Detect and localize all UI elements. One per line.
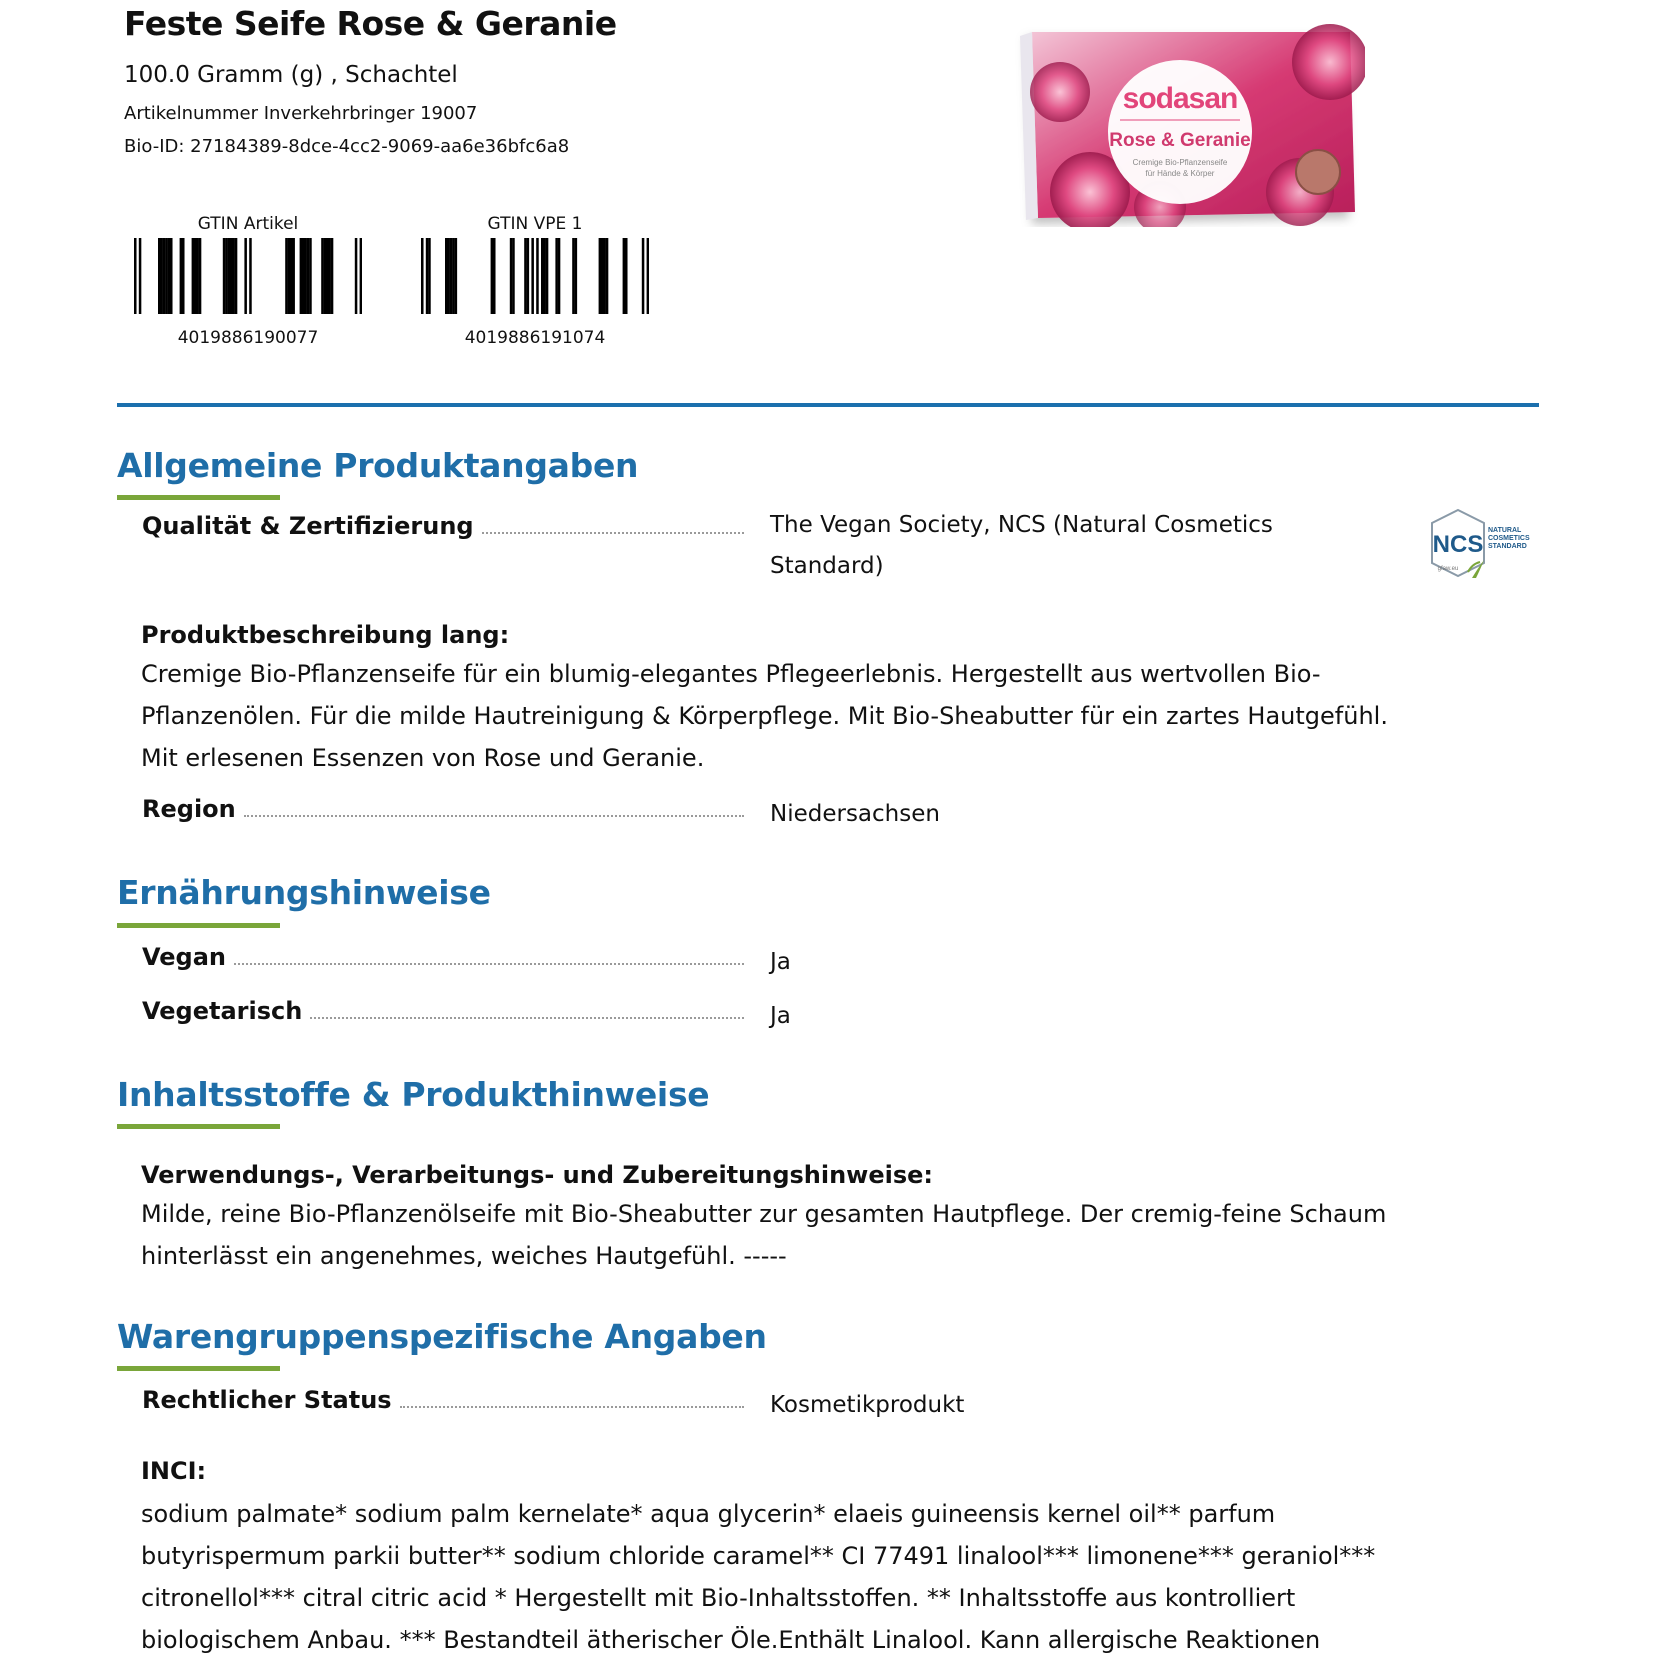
barcode-bar xyxy=(606,238,609,314)
barcode-bar xyxy=(541,238,544,314)
dot-leader xyxy=(244,815,744,817)
product-image-line1: Cremige Bio-Pflanzenseife xyxy=(1132,158,1228,167)
row-value-quality-line1: The Vegan Society, NCS (Natural Cosmetics xyxy=(770,512,1273,538)
description-text: Cremige Bio-Pflanzenseife für ein blumig-elegantes Pflegeerlebnis. Hergestellt aus wertvollen Bio-Pflanzenölen. Für die milde Hautreinigung & Körperpflege. Mit Bio-Sheabutter für ein zartes Hautgefühl. Mit erlesenen Essenzen von Rose und Geranie. xyxy=(141,660,1388,772)
barcode-bar xyxy=(292,238,295,314)
barcode-bar xyxy=(623,238,626,314)
barcode-bar xyxy=(230,238,233,314)
ncs-line1: NATURAL xyxy=(1488,527,1522,534)
section-title-ingredients: Inhaltsstoffe & Produkthinweise xyxy=(117,1075,710,1114)
barcode-bar xyxy=(228,238,231,314)
usage-label: Verwendungs-, Verarbeitungs- und Zubereitungshinweise: xyxy=(141,1161,934,1189)
barcode-bar xyxy=(647,238,649,314)
barcode-bar xyxy=(304,238,307,314)
section-title-nutrition: Ernährungshinweise xyxy=(117,873,491,912)
barcode-bar xyxy=(192,238,195,314)
barcode-bar xyxy=(223,238,226,314)
bio-id: Bio-ID: 27184389-8dce-4cc2-9069-aa6e36bfc6a8 xyxy=(124,136,570,157)
barcode-bar xyxy=(555,238,558,314)
barcode-bar xyxy=(355,238,358,314)
barcode-bar xyxy=(290,238,293,314)
barcode-bar xyxy=(288,238,291,314)
barcode-bar xyxy=(139,238,142,314)
description-label: Produktbeschreibung lang: xyxy=(141,621,510,649)
inci-text: sodium palmate* sodium palm kernelate* aqua glycerin* elaeis guineensis kernel oil** parfum butyrispermum parkii butter** sodium chloride caramel** CI 77491 linalool*** limonene*** geraniol*** citronellol*** citral citric acid * Hergestellt mit Bio-Inhaltsstoffen. ** Inhaltsstoffe aus kontrolliert biologischem Anbau. *** Bestandteil ätherischer Öle.Enthält Linalool. Kann allergische Reaktionen xyxy=(141,1500,1376,1654)
barcode-bar xyxy=(326,238,329,314)
row-label-vegetarian: Vegetarisch xyxy=(142,997,303,1025)
barcode-bar xyxy=(491,238,494,314)
barcode-bar xyxy=(163,238,166,314)
barcode-bars xyxy=(421,238,649,314)
barcode-bar xyxy=(536,238,539,314)
dot-leader xyxy=(482,532,744,534)
row-quality xyxy=(142,512,744,540)
barcode-bar xyxy=(445,238,448,314)
barcode-bar xyxy=(447,238,450,314)
barcode-bar xyxy=(165,238,168,314)
section-title-general: Allgemeine Produktangaben xyxy=(117,446,639,485)
barcode-label: GTIN Artikel xyxy=(197,214,299,234)
barcode-bar xyxy=(170,238,173,314)
section-underline xyxy=(117,1366,280,1371)
product-title: Feste Seife Rose & Geranie xyxy=(124,4,617,43)
section-underline xyxy=(117,1124,280,1129)
row-label-vegan: Vegan xyxy=(142,943,226,971)
barcode-bar xyxy=(232,238,235,314)
barcode-bar xyxy=(455,238,458,314)
barcode-bar xyxy=(546,238,549,314)
row-vegetarian xyxy=(142,997,744,1025)
barcode-gtin-vpe xyxy=(415,214,655,348)
brand-logo: sodasan xyxy=(1122,82,1238,115)
row-value-quality-line2: Standard) xyxy=(770,553,884,579)
barcode-bar xyxy=(321,238,324,314)
barcode-bar xyxy=(421,238,424,314)
product-image-line2: für Hände & Körper xyxy=(1145,169,1215,178)
barcode-bar xyxy=(642,238,645,314)
barcode-bar xyxy=(160,238,163,314)
article-number: Artikelnummer Inverkehrbringer 19007 xyxy=(124,103,478,124)
row-value-vegan: Ja xyxy=(770,949,791,975)
inci-label: INCI: xyxy=(141,1457,207,1485)
ncs-line3: STANDARD xyxy=(1488,543,1527,550)
barcode-bar xyxy=(328,238,331,314)
barcode-bars xyxy=(134,238,362,314)
row-legal-status xyxy=(142,1386,744,1414)
dot-leader xyxy=(310,1017,744,1019)
ncs-abbr: NCS xyxy=(1432,531,1484,558)
barcode-bar xyxy=(527,238,530,314)
barcode-bar xyxy=(601,238,604,314)
barcode-bar xyxy=(512,238,515,314)
barcode-gtin-article xyxy=(128,214,368,348)
barcode-bar xyxy=(225,238,228,314)
barcode-bar xyxy=(180,238,183,314)
barcode-bar xyxy=(199,238,202,314)
ncs-line2: COSMETICS xyxy=(1488,535,1530,542)
header-divider xyxy=(117,403,1539,407)
barcode-bar xyxy=(134,238,137,314)
row-value-legal-status: Kosmetikprodukt xyxy=(770,1392,965,1418)
barcode-bar xyxy=(558,238,561,314)
dot-leader xyxy=(234,963,744,965)
barcode-bar xyxy=(543,238,546,314)
barcode-bar xyxy=(309,238,312,314)
barcode-bar xyxy=(575,238,578,314)
row-value-region: Niedersachsen xyxy=(770,801,940,827)
barcode-bar xyxy=(452,238,455,314)
barcode-bar xyxy=(524,238,527,314)
barcode-bar xyxy=(235,238,238,314)
barcode-number: 4019886191074 xyxy=(464,328,606,348)
barcode-bar xyxy=(249,238,252,314)
barcode-bar xyxy=(493,238,496,314)
section-underline xyxy=(117,923,280,928)
barcode-bar xyxy=(285,238,288,314)
section-underline xyxy=(117,495,280,500)
barcode-bar xyxy=(324,238,327,314)
barcode-bar xyxy=(182,238,185,314)
barcode-bar xyxy=(572,238,575,314)
row-label-region: Region xyxy=(142,795,236,823)
usage-text: Milde, reine Bio-Pflanzenölseife mit Bio-Sheabutter zur gesamten Hautpflege. Der cremig-feine Schaum hinterlässt ein angenehmes, weiches Hautgefühl. ----- xyxy=(141,1200,1387,1270)
barcode-bar xyxy=(450,238,453,314)
barcode-bar xyxy=(194,238,197,314)
barcode-bar xyxy=(599,238,602,314)
barcode-bar xyxy=(158,238,161,314)
barcode-bar xyxy=(168,238,171,314)
barcode-bar xyxy=(331,238,334,314)
row-label-legal-status: Rechtlicher Status xyxy=(142,1386,392,1414)
barcode-label: GTIN VPE 1 xyxy=(487,214,583,234)
ncs-site: gfaw.eu xyxy=(1437,566,1459,572)
product-quantity: 100.0 Gramm (g) , Schachtel xyxy=(124,62,458,88)
barcode-bar xyxy=(428,238,431,314)
barcode-bar xyxy=(531,238,534,314)
product-image-name: Rose & Geranie xyxy=(1109,130,1251,151)
row-value-vegetarian: Ja xyxy=(770,1003,791,1029)
barcode-bar xyxy=(360,238,362,314)
section-title-category: Warengruppenspezifische Angaben xyxy=(117,1317,767,1356)
barcode-number: 4019886190077 xyxy=(177,328,319,348)
barcode-bar xyxy=(603,238,606,314)
barcode-bar xyxy=(300,238,303,314)
row-vegan xyxy=(142,943,744,971)
barcode-bar xyxy=(625,238,628,314)
barcode-bar xyxy=(426,238,429,314)
barcode-bar xyxy=(244,238,247,314)
barcode-bar xyxy=(510,238,513,314)
product-image xyxy=(1010,22,1365,227)
ncs-certification-logo xyxy=(1428,508,1532,580)
barcode-bar xyxy=(307,238,310,314)
barcode-bar xyxy=(302,238,305,314)
row-region xyxy=(142,795,744,823)
barcode-bar xyxy=(196,238,199,314)
row-label-quality: Qualität & Zertifizierung xyxy=(142,512,474,540)
dot-leader xyxy=(400,1406,744,1408)
